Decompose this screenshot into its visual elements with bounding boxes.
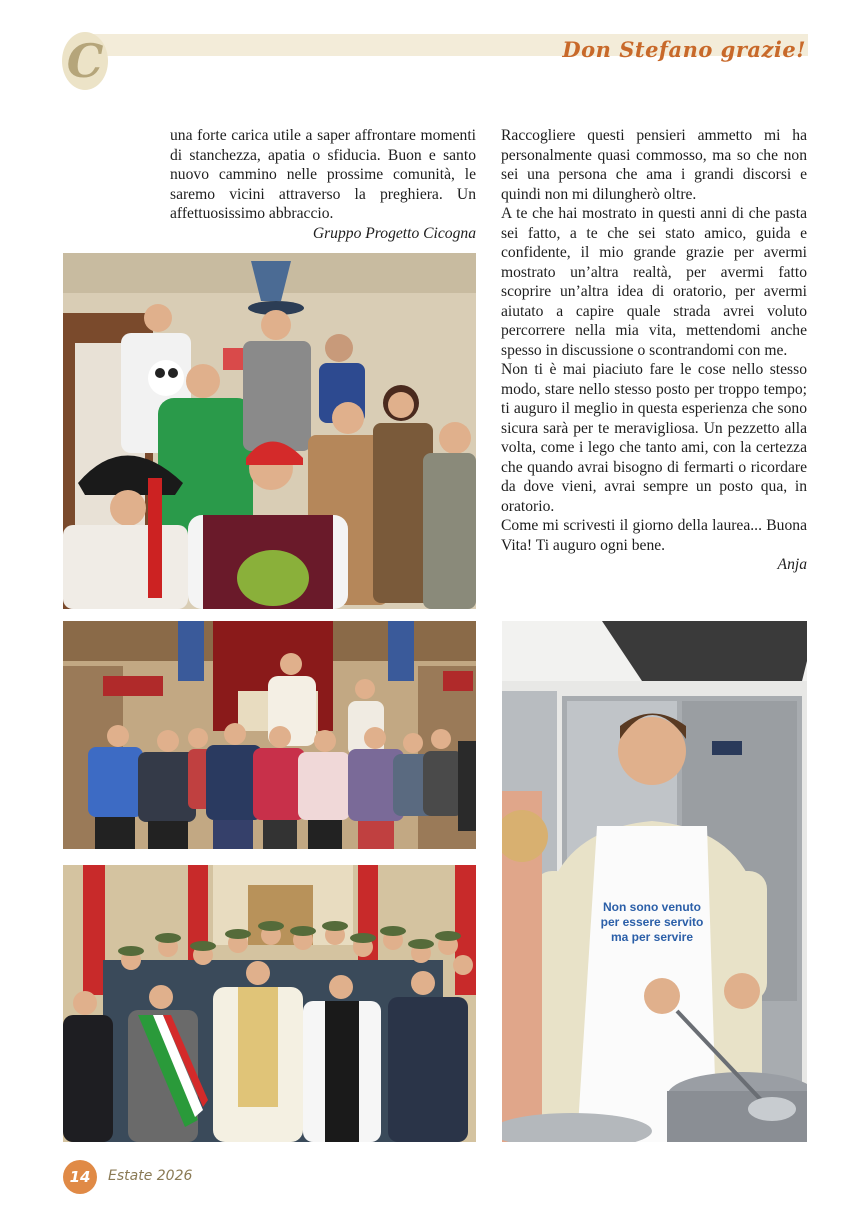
header-initial-letter: C: [62, 32, 108, 90]
left-text-column: [170, 126, 476, 243]
apron-line-1: Non sono venuto: [603, 900, 701, 914]
page-title: Don Stefano grazie!: [562, 37, 806, 62]
paragraph: Non ti è mai piaciuto fare le cose nello stesso modo, stare nello stesso posto per troppo tempo; ti auguro il meglio in questa esperienza che sono sicura sarà per te meravigliosa. Un pezzetto alla volta, come i lego che tanto ami, con la certezza che quando avrai bisogno di fermarti o ricordare da dove vieni, avrai sempre un posto qua, in oratorio.: [501, 361, 807, 515]
photo-alpini-group: [63, 865, 476, 1142]
signature: Anja: [777, 556, 807, 573]
signature: Gruppo Progetto Cicogna: [312, 224, 476, 242]
photo-children-church: [63, 621, 476, 849]
paragraph: Come mi scrivesti il giorno della laurea... Buona Vita! Ti auguro ogni bene.: [501, 517, 807, 554]
photo-costume-group: [63, 253, 476, 609]
photo-cooking-apron: [502, 621, 807, 1142]
apron-line-2: per essere servito: [600, 915, 704, 929]
paragraph: una forte carica utile a saper affrontare momenti di stanchezza, apatia o sfiducia. Buon e santo nuovo cammino nelle prossime comunità, le saremo vicini attraverso la preghiera. Un affettuosissimo abbraccio.: [170, 127, 476, 222]
paragraph: Raccogliere questi pensieri ammetto mi ha personalmente quasi commosso, ma so che non sei una persona che ama i grandi discorsi e quindi non mi dilungherò oltre.: [501, 127, 807, 203]
issue-label: Estate 2026: [108, 1168, 193, 1184]
page-number: 14: [63, 1160, 97, 1194]
paragraph: A te che hai mostrato in questi anni di che pasta sei fatto, a te che sei stato amico, guida e confidente, il mio grande grazie per avermi mostrato un’altra realtà, per avermi fatto scoprire un’altra idea di oratorio, per avermi aiutato a capire quale strada avrei voluto percorrere nella mia vita, mettendomi anche spesso in discussione o scontrandomi con me.: [501, 205, 807, 359]
right-text-column: [501, 126, 807, 575]
apron-line-3: ma per servire: [610, 930, 694, 944]
